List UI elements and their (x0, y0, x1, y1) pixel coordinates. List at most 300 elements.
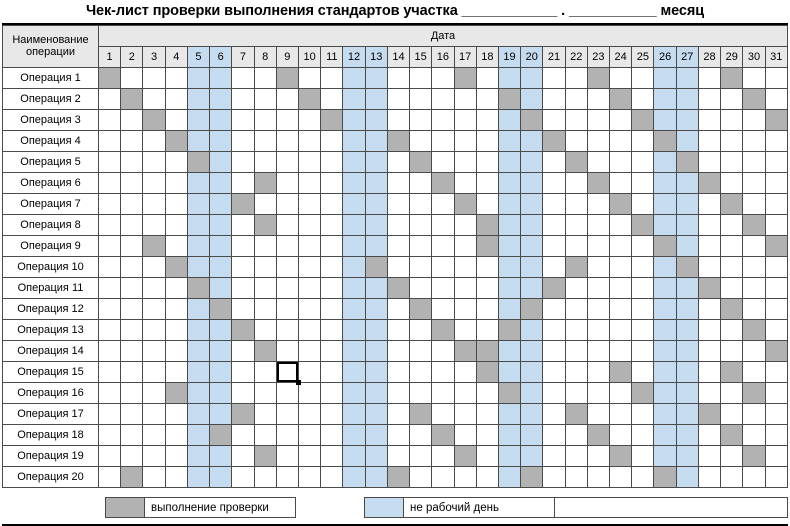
check-cell[interactable] (543, 173, 565, 194)
check-cell[interactable] (698, 341, 720, 362)
check-cell[interactable] (432, 278, 454, 299)
check-cell[interactable] (232, 467, 254, 488)
check-cell[interactable] (365, 278, 387, 299)
check-cell[interactable] (276, 425, 298, 446)
check-cell[interactable] (143, 320, 165, 341)
check-cell[interactable] (632, 383, 654, 404)
check-cell[interactable] (365, 257, 387, 278)
check-cell[interactable] (276, 446, 298, 467)
check-cell[interactable] (254, 131, 276, 152)
check-cell[interactable] (676, 383, 698, 404)
check-cell[interactable] (565, 110, 587, 131)
check-cell[interactable] (254, 152, 276, 173)
check-cell[interactable] (99, 404, 121, 425)
check-cell[interactable] (276, 194, 298, 215)
check-cell[interactable] (454, 425, 476, 446)
check-cell[interactable] (165, 341, 187, 362)
check-cell[interactable] (143, 152, 165, 173)
check-cell[interactable] (232, 89, 254, 110)
check-cell[interactable] (698, 278, 720, 299)
check-cell[interactable] (276, 131, 298, 152)
check-cell[interactable] (454, 173, 476, 194)
check-cell[interactable] (99, 362, 121, 383)
check-cell[interactable] (187, 383, 209, 404)
check-cell[interactable] (143, 257, 165, 278)
check-cell[interactable] (454, 194, 476, 215)
check-cell[interactable] (654, 236, 676, 257)
check-cell[interactable] (99, 68, 121, 89)
check-cell[interactable] (654, 194, 676, 215)
check-cell[interactable] (210, 446, 232, 467)
check-cell[interactable] (165, 467, 187, 488)
check-cell[interactable] (587, 278, 609, 299)
check-cell[interactable] (276, 152, 298, 173)
check-cell[interactable] (432, 299, 454, 320)
check-cell[interactable] (676, 362, 698, 383)
check-cell[interactable] (743, 152, 765, 173)
check-cell[interactable] (365, 299, 387, 320)
check-cell[interactable] (121, 110, 143, 131)
check-cell[interactable] (432, 236, 454, 257)
check-cell[interactable] (99, 194, 121, 215)
check-cell[interactable] (498, 68, 520, 89)
check-cell[interactable] (165, 299, 187, 320)
check-cell[interactable] (387, 425, 409, 446)
check-cell[interactable] (521, 257, 543, 278)
check-cell[interactable] (121, 383, 143, 404)
check-cell[interactable] (676, 299, 698, 320)
check-cell[interactable] (321, 215, 343, 236)
check-cell[interactable] (232, 299, 254, 320)
check-cell[interactable] (698, 110, 720, 131)
check-cell[interactable] (143, 425, 165, 446)
check-cell[interactable] (743, 89, 765, 110)
check-cell[interactable] (321, 341, 343, 362)
check-cell[interactable] (121, 194, 143, 215)
check-cell[interactable] (254, 236, 276, 257)
check-cell[interactable] (343, 194, 365, 215)
check-cell[interactable] (165, 278, 187, 299)
check-cell[interactable] (521, 173, 543, 194)
check-cell[interactable] (365, 425, 387, 446)
check-cell[interactable] (565, 152, 587, 173)
check-cell[interactable] (587, 467, 609, 488)
check-cell[interactable] (521, 299, 543, 320)
check-cell[interactable] (765, 299, 787, 320)
check-cell[interactable] (99, 320, 121, 341)
check-cell[interactable] (365, 404, 387, 425)
check-cell[interactable] (387, 446, 409, 467)
check-cell[interactable] (498, 320, 520, 341)
check-cell[interactable] (343, 236, 365, 257)
check-cell[interactable] (210, 215, 232, 236)
check-cell[interactable] (476, 341, 498, 362)
check-cell[interactable] (343, 215, 365, 236)
check-cell[interactable] (743, 446, 765, 467)
check-cell[interactable] (99, 89, 121, 110)
check-cell[interactable] (676, 236, 698, 257)
check-cell[interactable] (654, 110, 676, 131)
check-cell[interactable] (698, 320, 720, 341)
check-cell[interactable] (121, 299, 143, 320)
check-cell[interactable] (165, 110, 187, 131)
check-cell[interactable] (298, 152, 320, 173)
check-cell[interactable] (676, 89, 698, 110)
check-cell[interactable] (565, 467, 587, 488)
check-cell[interactable] (676, 341, 698, 362)
check-cell[interactable] (721, 215, 743, 236)
check-cell[interactable] (521, 89, 543, 110)
check-cell[interactable] (543, 383, 565, 404)
check-cell[interactable] (387, 299, 409, 320)
check-cell[interactable] (432, 257, 454, 278)
check-cell[interactable] (121, 320, 143, 341)
check-cell[interactable] (565, 89, 587, 110)
check-cell[interactable] (276, 299, 298, 320)
check-cell[interactable] (765, 152, 787, 173)
check-cell[interactable] (498, 299, 520, 320)
check-cell[interactable] (276, 173, 298, 194)
check-cell[interactable] (565, 215, 587, 236)
check-cell[interactable] (321, 110, 343, 131)
check-cell[interactable] (610, 404, 632, 425)
check-cell[interactable] (565, 425, 587, 446)
check-cell[interactable] (165, 68, 187, 89)
check-cell[interactable] (743, 320, 765, 341)
check-cell[interactable] (165, 236, 187, 257)
check-cell[interactable] (365, 320, 387, 341)
check-cell[interactable] (498, 278, 520, 299)
check-cell[interactable] (765, 89, 787, 110)
check-cell[interactable] (454, 131, 476, 152)
check-cell[interactable] (99, 131, 121, 152)
check-cell[interactable] (121, 131, 143, 152)
check-cell[interactable] (365, 194, 387, 215)
check-cell[interactable] (721, 131, 743, 152)
check-cell[interactable] (210, 194, 232, 215)
check-cell[interactable] (632, 68, 654, 89)
check-cell[interactable] (698, 257, 720, 278)
check-cell[interactable] (543, 299, 565, 320)
check-cell[interactable] (743, 341, 765, 362)
check-cell[interactable] (543, 425, 565, 446)
check-cell[interactable] (654, 467, 676, 488)
check-cell[interactable] (743, 278, 765, 299)
check-cell[interactable] (210, 467, 232, 488)
check-cell[interactable] (165, 404, 187, 425)
check-cell[interactable] (254, 299, 276, 320)
check-cell[interactable] (676, 278, 698, 299)
check-cell[interactable] (454, 299, 476, 320)
check-cell[interactable] (143, 299, 165, 320)
check-cell[interactable] (721, 425, 743, 446)
check-cell[interactable] (498, 467, 520, 488)
check-cell[interactable] (432, 194, 454, 215)
check-cell[interactable] (721, 362, 743, 383)
check-cell[interactable] (543, 89, 565, 110)
check-cell[interactable] (765, 341, 787, 362)
check-cell[interactable] (521, 278, 543, 299)
check-cell[interactable] (721, 110, 743, 131)
check-cell[interactable] (210, 257, 232, 278)
check-cell[interactable] (298, 173, 320, 194)
check-cell[interactable] (99, 446, 121, 467)
check-cell[interactable] (387, 257, 409, 278)
check-cell[interactable] (498, 236, 520, 257)
check-cell[interactable] (165, 362, 187, 383)
check-cell[interactable] (99, 467, 121, 488)
check-cell[interactable] (654, 404, 676, 425)
check-cell[interactable] (99, 110, 121, 131)
check-cell[interactable] (99, 425, 121, 446)
check-cell[interactable] (654, 131, 676, 152)
check-cell[interactable] (298, 362, 320, 383)
check-cell[interactable] (121, 152, 143, 173)
check-cell[interactable] (565, 446, 587, 467)
check-cell[interactable] (654, 446, 676, 467)
check-cell[interactable] (743, 215, 765, 236)
check-cell[interactable] (698, 194, 720, 215)
check-cell[interactable] (498, 341, 520, 362)
check-cell[interactable] (210, 110, 232, 131)
check-cell[interactable] (432, 383, 454, 404)
check-cell[interactable] (143, 110, 165, 131)
check-cell[interactable] (476, 446, 498, 467)
check-cell[interactable] (276, 215, 298, 236)
check-cell[interactable] (765, 425, 787, 446)
check-cell[interactable] (743, 404, 765, 425)
check-cell[interactable] (321, 236, 343, 257)
check-cell[interactable] (143, 68, 165, 89)
check-cell[interactable] (254, 383, 276, 404)
check-cell[interactable] (276, 68, 298, 89)
check-cell[interactable] (276, 362, 298, 383)
check-cell[interactable] (498, 110, 520, 131)
check-cell[interactable] (521, 341, 543, 362)
check-cell[interactable] (321, 383, 343, 404)
check-cell[interactable] (454, 383, 476, 404)
check-cell[interactable] (321, 362, 343, 383)
check-cell[interactable] (187, 320, 209, 341)
check-cell[interactable] (743, 194, 765, 215)
check-cell[interactable] (565, 299, 587, 320)
check-cell[interactable] (698, 215, 720, 236)
check-cell[interactable] (476, 110, 498, 131)
check-cell[interactable] (543, 257, 565, 278)
check-cell[interactable] (410, 152, 432, 173)
check-cell[interactable] (498, 383, 520, 404)
check-cell[interactable] (476, 278, 498, 299)
check-cell[interactable] (587, 110, 609, 131)
check-cell[interactable] (343, 467, 365, 488)
check-cell[interactable] (498, 215, 520, 236)
check-cell[interactable] (298, 383, 320, 404)
check-cell[interactable] (498, 194, 520, 215)
check-cell[interactable] (121, 425, 143, 446)
check-cell[interactable] (676, 404, 698, 425)
check-cell[interactable] (543, 320, 565, 341)
check-cell[interactable] (610, 110, 632, 131)
check-cell[interactable] (698, 467, 720, 488)
check-cell[interactable] (676, 446, 698, 467)
check-cell[interactable] (365, 341, 387, 362)
check-cell[interactable] (610, 215, 632, 236)
check-cell[interactable] (521, 215, 543, 236)
check-cell[interactable] (365, 68, 387, 89)
check-cell[interactable] (254, 404, 276, 425)
check-cell[interactable] (276, 320, 298, 341)
check-cell[interactable] (365, 152, 387, 173)
check-cell[interactable] (276, 89, 298, 110)
check-cell[interactable] (587, 404, 609, 425)
check-cell[interactable] (298, 320, 320, 341)
check-cell[interactable] (387, 194, 409, 215)
check-cell[interactable] (521, 404, 543, 425)
check-cell[interactable] (387, 467, 409, 488)
check-cell[interactable] (210, 341, 232, 362)
check-cell[interactable] (232, 278, 254, 299)
check-cell[interactable] (254, 362, 276, 383)
check-cell[interactable] (187, 425, 209, 446)
check-cell[interactable] (521, 383, 543, 404)
check-cell[interactable] (187, 278, 209, 299)
check-cell[interactable] (321, 131, 343, 152)
check-cell[interactable] (632, 236, 654, 257)
check-cell[interactable] (498, 152, 520, 173)
check-cell[interactable] (298, 194, 320, 215)
check-cell[interactable] (654, 173, 676, 194)
check-cell[interactable] (410, 257, 432, 278)
check-cell[interactable] (565, 131, 587, 152)
check-cell[interactable] (743, 299, 765, 320)
check-cell[interactable] (698, 362, 720, 383)
check-cell[interactable] (543, 110, 565, 131)
check-cell[interactable] (121, 173, 143, 194)
check-cell[interactable] (298, 131, 320, 152)
check-cell[interactable] (610, 194, 632, 215)
check-cell[interactable] (743, 68, 765, 89)
check-cell[interactable] (432, 110, 454, 131)
check-cell[interactable] (632, 341, 654, 362)
check-cell[interactable] (365, 383, 387, 404)
check-cell[interactable] (721, 278, 743, 299)
check-cell[interactable] (610, 383, 632, 404)
check-cell[interactable] (143, 278, 165, 299)
check-cell[interactable] (587, 68, 609, 89)
check-cell[interactable] (698, 152, 720, 173)
check-cell[interactable] (498, 404, 520, 425)
check-cell[interactable] (454, 446, 476, 467)
check-cell[interactable] (165, 194, 187, 215)
check-cell[interactable] (565, 173, 587, 194)
check-cell[interactable] (743, 467, 765, 488)
check-cell[interactable] (143, 236, 165, 257)
check-cell[interactable] (321, 467, 343, 488)
check-cell[interactable] (187, 215, 209, 236)
check-cell[interactable] (565, 320, 587, 341)
check-cell[interactable] (276, 110, 298, 131)
check-cell[interactable] (498, 446, 520, 467)
check-cell[interactable] (543, 215, 565, 236)
check-cell[interactable] (476, 194, 498, 215)
check-cell[interactable] (210, 383, 232, 404)
check-cell[interactable] (521, 194, 543, 215)
check-cell[interactable] (387, 89, 409, 110)
check-cell[interactable] (121, 215, 143, 236)
check-cell[interactable] (187, 89, 209, 110)
check-cell[interactable] (632, 110, 654, 131)
check-cell[interactable] (632, 446, 654, 467)
check-cell[interactable] (187, 131, 209, 152)
check-cell[interactable] (232, 236, 254, 257)
check-cell[interactable] (165, 320, 187, 341)
check-cell[interactable] (454, 68, 476, 89)
check-cell[interactable] (232, 173, 254, 194)
check-cell[interactable] (187, 110, 209, 131)
check-cell[interactable] (387, 362, 409, 383)
check-cell[interactable] (187, 257, 209, 278)
check-cell[interactable] (521, 467, 543, 488)
check-cell[interactable] (276, 236, 298, 257)
check-cell[interactable] (410, 215, 432, 236)
check-cell[interactable] (432, 68, 454, 89)
check-cell[interactable] (143, 383, 165, 404)
check-cell[interactable] (587, 89, 609, 110)
check-cell[interactable] (676, 320, 698, 341)
check-cell[interactable] (543, 467, 565, 488)
check-cell[interactable] (476, 173, 498, 194)
check-cell[interactable] (698, 425, 720, 446)
check-cell[interactable] (165, 173, 187, 194)
check-cell[interactable] (432, 467, 454, 488)
check-cell[interactable] (187, 299, 209, 320)
check-cell[interactable] (743, 425, 765, 446)
check-cell[interactable] (143, 404, 165, 425)
check-cell[interactable] (387, 383, 409, 404)
check-cell[interactable] (210, 320, 232, 341)
check-cell[interactable] (610, 173, 632, 194)
check-cell[interactable] (610, 68, 632, 89)
check-cell[interactable] (721, 257, 743, 278)
check-cell[interactable] (565, 362, 587, 383)
check-cell[interactable] (654, 425, 676, 446)
check-cell[interactable] (99, 173, 121, 194)
check-cell[interactable] (432, 173, 454, 194)
check-cell[interactable] (587, 320, 609, 341)
check-cell[interactable] (632, 152, 654, 173)
check-cell[interactable] (698, 446, 720, 467)
check-cell[interactable] (432, 446, 454, 467)
check-cell[interactable] (165, 131, 187, 152)
check-cell[interactable] (476, 131, 498, 152)
check-cell[interactable] (765, 173, 787, 194)
check-cell[interactable] (654, 362, 676, 383)
check-cell[interactable] (410, 383, 432, 404)
check-cell[interactable] (298, 215, 320, 236)
check-cell[interactable] (165, 383, 187, 404)
check-cell[interactable] (121, 278, 143, 299)
check-cell[interactable] (654, 68, 676, 89)
check-cell[interactable] (543, 194, 565, 215)
check-cell[interactable] (432, 425, 454, 446)
check-cell[interactable] (721, 446, 743, 467)
check-cell[interactable] (165, 446, 187, 467)
check-cell[interactable] (365, 110, 387, 131)
check-cell[interactable] (298, 404, 320, 425)
check-cell[interactable] (765, 236, 787, 257)
check-cell[interactable] (343, 110, 365, 131)
check-cell[interactable] (365, 446, 387, 467)
